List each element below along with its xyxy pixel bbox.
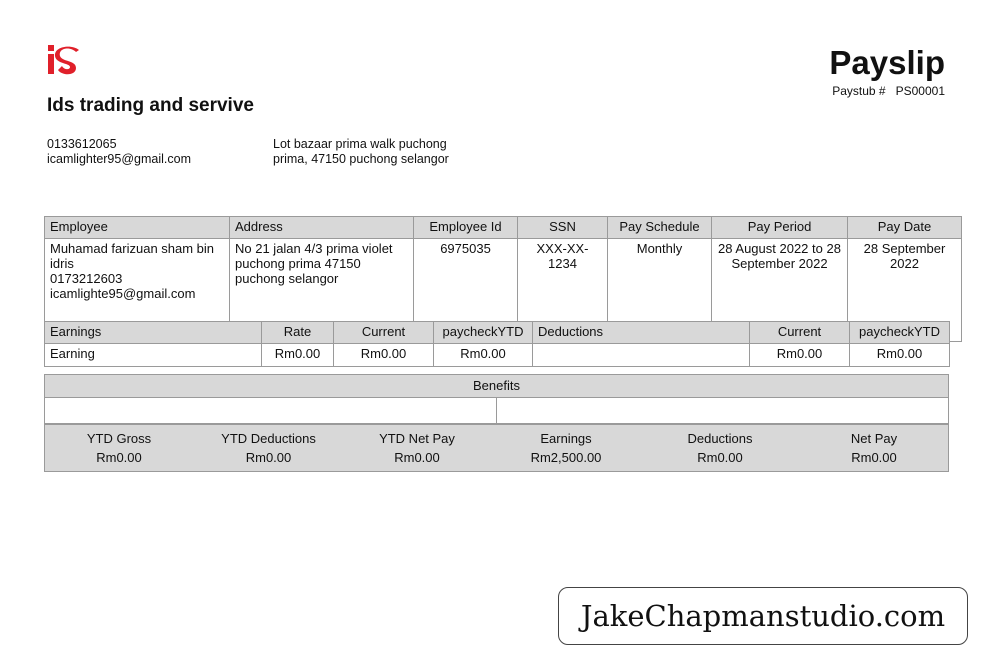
paystub-number	[832, 84, 945, 98]
paystub-label: Paystub #	[832, 84, 886, 98]
summary-label: YTD Deductions	[221, 431, 316, 446]
benefits-divider	[496, 397, 497, 423]
col-deductions: Deductions	[533, 322, 750, 344]
summary-ytd-gross	[69, 429, 169, 467]
summary-value: Rm0.00	[96, 450, 142, 465]
earning-current: Rm0.00	[334, 344, 434, 367]
paystub-value: PS00001	[895, 84, 945, 98]
earning-rate: Rm0.00	[262, 344, 334, 367]
summary-net-pay	[824, 429, 924, 467]
pay-period: 28 August 2022 to 28 September 2022	[712, 239, 848, 342]
company-name: Ids trading and servive	[47, 95, 254, 116]
company-logo	[46, 42, 82, 78]
company-address-line1: Lot bazaar prima walk puchong	[273, 137, 447, 151]
col-ssn: SSN	[518, 217, 608, 239]
summary-value: Rm0.00	[851, 450, 897, 465]
deduction-current: Rm0.00	[750, 344, 850, 367]
employee-ssn: XXX-XX-1234	[518, 239, 608, 342]
summary-label: Deductions	[687, 431, 753, 446]
pay-date: 28 September 2022	[848, 239, 962, 342]
summary-label: YTD Net Pay	[379, 431, 455, 446]
page-title: Payslip	[829, 44, 945, 81]
col-deduction-paycheck-ytd: paycheckYTD	[850, 322, 950, 344]
summary-ytd-deductions	[211, 429, 326, 467]
company-address-line2: prima, 47150 puchong selangor	[273, 152, 449, 166]
employee-phone: 0173212603	[50, 271, 123, 286]
summary-bar	[44, 424, 949, 472]
company-contact	[47, 137, 191, 167]
col-employee: Employee	[45, 217, 230, 239]
company-address	[273, 137, 449, 167]
col-rate: Rate	[262, 322, 334, 344]
col-earnings: Earnings	[45, 322, 262, 344]
deduction-paycheck-ytd: Rm0.00	[850, 344, 950, 367]
col-paycheck-ytd: paycheckYTD	[434, 322, 533, 344]
employee-email: icamlighte95@gmail.com	[50, 286, 196, 301]
col-current: Current	[334, 322, 434, 344]
employee-name: Muhamad farizuan sham bin idris	[50, 241, 215, 271]
col-deduction-current: Current	[750, 322, 850, 344]
col-pay-period: Pay Period	[712, 217, 848, 239]
benefits-row	[44, 397, 949, 424]
summary-earnings	[516, 429, 616, 467]
summary-ytd-net-pay	[367, 429, 467, 467]
col-pay-date: Pay Date	[848, 217, 962, 239]
benefits-header: Benefits	[44, 374, 949, 398]
watermark: JakeChapmanstudio.com	[558, 587, 968, 645]
earnings-table	[44, 321, 950, 367]
deduction-name	[533, 344, 750, 367]
earning-paycheck-ytd: Rm0.00	[434, 344, 533, 367]
summary-label: Earnings	[540, 431, 592, 446]
earning-name: Earning	[45, 344, 262, 367]
employee-id: 6975035	[414, 239, 518, 342]
summary-value: Rm0.00	[394, 450, 440, 465]
summary-label: Net Pay	[850, 431, 898, 446]
company-email: icamlighter95@gmail.com	[47, 152, 191, 166]
summary-label: YTD Gross	[86, 431, 152, 446]
summary-value: Rm0.00	[245, 450, 292, 465]
company-phone: 0133612065	[47, 137, 117, 151]
col-employee-id: Employee Id	[414, 217, 518, 239]
employee-address: No 21 jalan 4/3 prima violet puchong prima 47150 puchong selangor	[230, 239, 414, 342]
col-address: Address	[230, 217, 414, 239]
summary-deductions	[670, 429, 770, 467]
col-pay-schedule: Pay Schedule	[608, 217, 712, 239]
summary-value: Rm2,500.00	[530, 450, 602, 465]
pay-schedule: Monthly	[608, 239, 712, 342]
summary-value: Rm0.00	[697, 450, 743, 465]
